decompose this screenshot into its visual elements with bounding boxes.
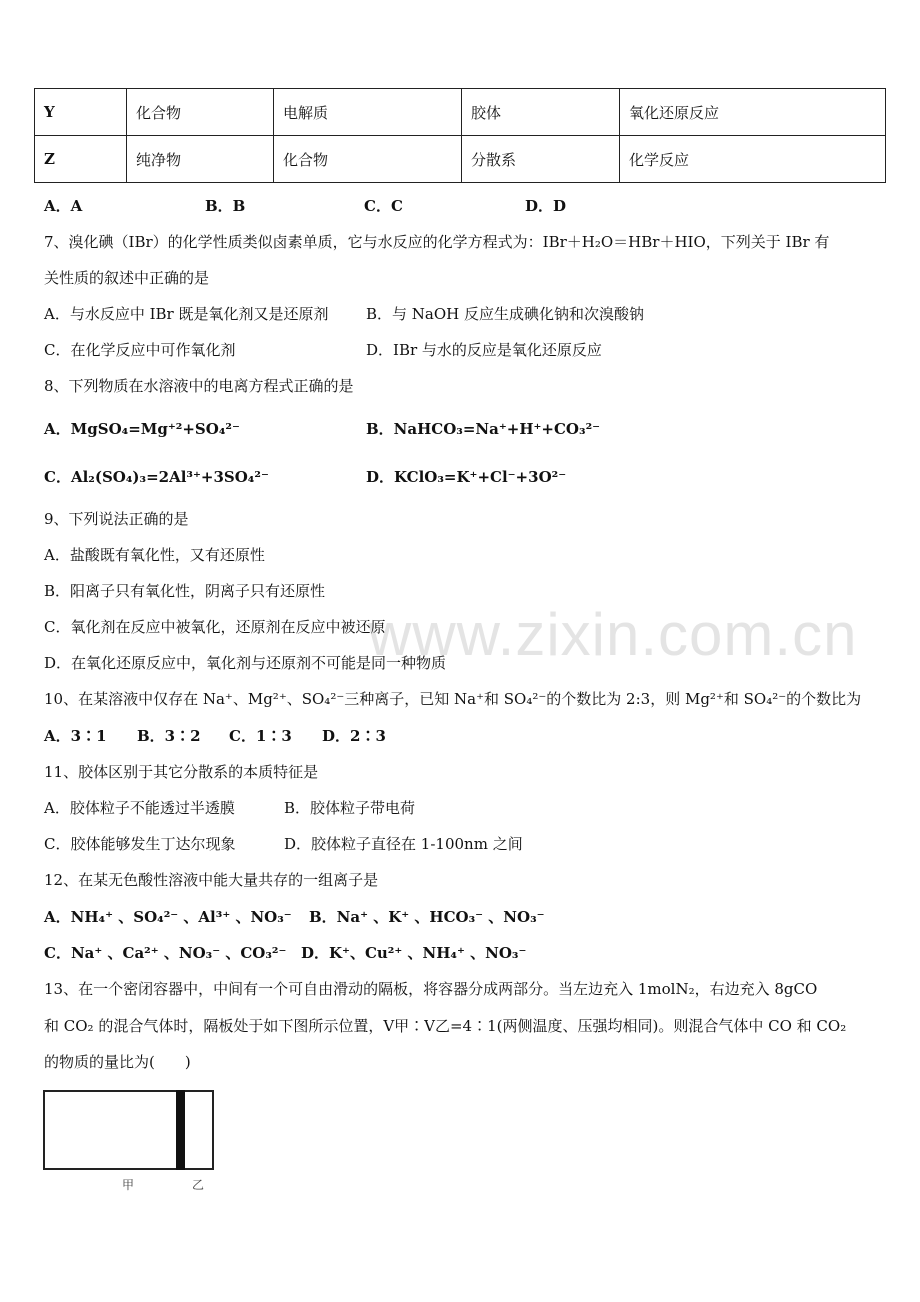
sliding-partition bbox=[176, 1090, 185, 1170]
container-diagram bbox=[43, 1090, 214, 1170]
watermark: www.zixin.com.cn bbox=[368, 601, 858, 668]
table-cell: 胶体 bbox=[462, 89, 620, 136]
q12-option-b[interactable]: B．Na⁺ 、K⁺ 、HCO₃⁻ 、NO₃⁻ bbox=[309, 908, 545, 926]
table-row bbox=[35, 136, 886, 183]
q10-stem: 10、在某溶液中仅存在 Na⁺、Mg²⁺、SO₄²⁻三种离子，已知 Na⁺和 SO₄²⁻的个数比为 2:3，则 Mg²⁺和 SO₄²⁻的个数比为 bbox=[44, 690, 862, 708]
label-yi: 乙 bbox=[192, 1178, 205, 1192]
q7-stem-line2: 关性质的叙述中正确的是 bbox=[44, 269, 210, 287]
q13-stem-line3: 的物质的量比为( ) bbox=[44, 1053, 191, 1071]
q7-option-b[interactable]: B．与 NaOH 反应生成碘化钠和次溴酸钠 bbox=[366, 305, 645, 323]
table-cell: 电解质 bbox=[274, 89, 462, 136]
q8-option-d[interactable]: D．KClO₃=K⁺+Cl⁻+3O²⁻ bbox=[366, 468, 567, 486]
table-cell: 化合物 bbox=[127, 89, 274, 136]
q7-stem-line1: 7、溴化碘（IBr）的化学性质类似卤素单质，它与水反应的化学方程式为：IBr＋H₂O＝HBr＋HIO，下列关于 IBr 有 bbox=[44, 233, 830, 251]
classification-table bbox=[34, 88, 886, 183]
q6-option-d[interactable]: D．D bbox=[525, 197, 567, 215]
q10-option-b[interactable]: B．3∶2 bbox=[137, 727, 201, 745]
q13-stem-line2: 和 CO₂ 的混合气体时，隔板处于如下图所示位置，V甲∶V乙=4∶1(两侧温度、压强均相同)。则混合气体中 CO 和 CO₂ bbox=[44, 1017, 847, 1035]
q9-option-a[interactable]: A．盐酸既有氧化性，又有还原性 bbox=[44, 546, 265, 564]
q11-option-b[interactable]: B．胶体粒子带电荷 bbox=[284, 799, 416, 817]
q6-option-a[interactable]: A．A bbox=[44, 197, 83, 215]
q10-option-a[interactable]: A．3∶1 bbox=[44, 727, 107, 745]
q9-stem: 9、下列说法正确的是 bbox=[44, 510, 189, 528]
q12-option-d[interactable]: D．K⁺、Cu²⁺ 、NH₄⁺ 、NO₃⁻ bbox=[301, 944, 527, 962]
q11-option-a[interactable]: A．胶体粒子不能透过半透膜 bbox=[44, 799, 235, 817]
q10-option-c[interactable]: C．1∶3 bbox=[229, 727, 292, 745]
table-cell: 纯净物 bbox=[127, 136, 274, 183]
row-label: Y bbox=[35, 89, 127, 136]
q13-stem-line1: 13、在一个密闭容器中，中间有一个可自由滑动的隔板，将容器分成两部分。当左边充入 1molN₂，右边充入 8gCO bbox=[44, 980, 818, 998]
q12-option-c[interactable]: C．Na⁺ 、Ca²⁺ 、NO₃⁻ 、CO₃²⁻ bbox=[44, 944, 287, 962]
q6-option-c[interactable]: C．C bbox=[364, 197, 403, 215]
q8-option-b[interactable]: B．NaHCO₃=Na⁺+H⁺+CO₃²⁻ bbox=[366, 420, 601, 438]
q11-stem: 11、胶体区别于其它分散系的本质特征是 bbox=[44, 763, 319, 781]
q8-option-a[interactable]: A．MgSO₄=Mg⁺²+SO₄²⁻ bbox=[44, 420, 240, 438]
q8-stem: 8、下列物质在水溶液中的电离方程式正确的是 bbox=[44, 377, 354, 395]
q11-option-c[interactable]: C．胶体能够发生丁达尔现象 bbox=[44, 835, 236, 853]
q7-option-c[interactable]: C．在化学反应中可作氧化剂 bbox=[44, 341, 236, 359]
q8-option-c[interactable]: C．Al₂(SO₄)₃=2Al³⁺+3SO₄²⁻ bbox=[44, 468, 269, 486]
q7-option-d[interactable]: D．IBr 与水的反应是氧化还原反应 bbox=[366, 341, 602, 359]
q9-option-b[interactable]: B．阳离子只有氧化性，阴离子只有还原性 bbox=[44, 582, 326, 600]
q10-option-d[interactable]: D．2∶3 bbox=[322, 727, 386, 745]
table-row bbox=[35, 89, 886, 136]
table-cell: 化合物 bbox=[274, 136, 462, 183]
q6-option-b[interactable]: B．B bbox=[205, 197, 246, 215]
label-jia: 甲 bbox=[122, 1178, 135, 1192]
q12-stem: 12、在某无色酸性溶液中能大量共存的一组离子是 bbox=[44, 871, 379, 889]
table-cell: 化学反应 bbox=[620, 136, 886, 183]
q11-option-d[interactable]: D．胶体粒子直径在 1-100nm 之间 bbox=[284, 835, 523, 853]
table-cell: 氧化还原反应 bbox=[620, 89, 886, 136]
q7-option-a[interactable]: A．与水反应中 IBr 既是氧化剂又是还原剂 bbox=[44, 305, 329, 323]
q9-option-d[interactable]: D．在氧化还原反应中，氧化剂与还原剂不可能是同一种物质 bbox=[44, 654, 447, 672]
table-cell: 分散系 bbox=[462, 136, 620, 183]
q12-option-a[interactable]: A．NH₄⁺ 、SO₄²⁻ 、Al³⁺ 、NO₃⁻ bbox=[44, 908, 292, 926]
row-label: Z bbox=[35, 136, 127, 183]
q9-option-c[interactable]: C．氧化剂在反应中被氧化，还原剂在反应中被还原 bbox=[44, 618, 386, 636]
